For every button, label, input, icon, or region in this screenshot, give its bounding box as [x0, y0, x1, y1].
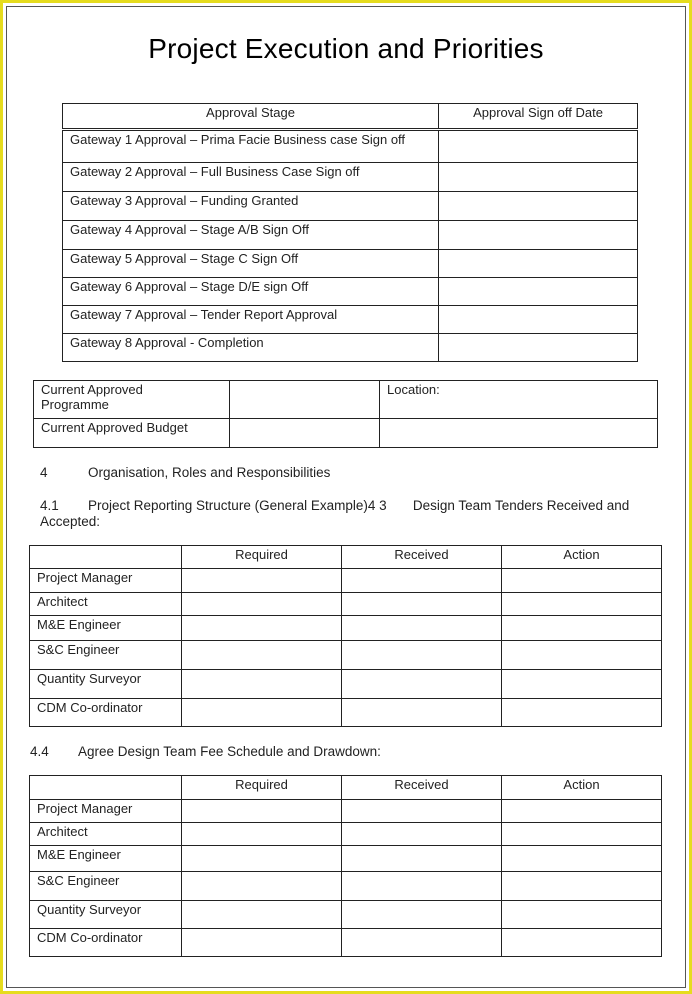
- tenders-action-cell[interactable]: [502, 616, 662, 641]
- fee-action-cell[interactable]: [502, 929, 662, 957]
- tenders-blank-header: [30, 546, 182, 569]
- tenders-required-cell[interactable]: [182, 670, 342, 699]
- tenders-received-table: [29, 545, 662, 727]
- approval-stage-table: [62, 103, 638, 362]
- fee-required-header: Required: [182, 776, 342, 800]
- gateway-7-date-cell[interactable]: [439, 306, 638, 334]
- section-4-4-heading: Agree Design Team Fee Schedule and Drawdown:: [78, 744, 381, 759]
- fee-role-label: Project Manager: [30, 800, 182, 823]
- tenders-action-header: Action: [502, 546, 662, 569]
- tenders-received-cell[interactable]: [342, 593, 502, 616]
- fee-schedule-table: [29, 775, 662, 957]
- gateway-2-label: Gateway 2 Approval – Full Business Case Sign off: [63, 163, 439, 192]
- tenders-action-cell[interactable]: [502, 593, 662, 616]
- tenders-received-cell[interactable]: [342, 670, 502, 699]
- budget-value-cell[interactable]: [230, 419, 380, 448]
- location-label: Location:: [380, 381, 658, 419]
- section-4-1-text-line2: Accepted:: [40, 514, 101, 529]
- tenders-role-label: Quantity Surveyor: [30, 670, 182, 699]
- programme-budget-table: [33, 380, 658, 448]
- section-4-1-text-line1: Project Reporting Structure (General Example)4 3 Design Team Tenders Received and: [88, 498, 630, 513]
- fee-role-label: CDM Co-ordinator: [30, 929, 182, 957]
- tenders-required-cell[interactable]: [182, 616, 342, 641]
- fee-received-cell[interactable]: [342, 823, 502, 846]
- section-4-4-number: 4.4: [30, 744, 49, 759]
- tenders-role-label: S&C Engineer: [30, 641, 182, 670]
- tenders-action-cell[interactable]: [502, 569, 662, 593]
- gateway-2-date-cell[interactable]: [439, 163, 638, 192]
- fee-action-cell[interactable]: [502, 846, 662, 872]
- tenders-role-label: CDM Co-ordinator: [30, 699, 182, 727]
- fee-received-cell[interactable]: [342, 846, 502, 872]
- fee-received-cell[interactable]: [342, 901, 502, 929]
- programme-label: Current Approved Programme: [34, 381, 230, 419]
- fee-action-cell[interactable]: [502, 901, 662, 929]
- tenders-role-label: Project Manager: [30, 569, 182, 593]
- tenders-received-cell[interactable]: [342, 569, 502, 593]
- gateway-5-date-cell[interactable]: [439, 250, 638, 278]
- gateway-8-date-cell[interactable]: [439, 334, 638, 362]
- fee-role-label: M&E Engineer: [30, 846, 182, 872]
- fee-received-cell[interactable]: [342, 872, 502, 901]
- gateway-7-label: Gateway 7 Approval – Tender Report Approval: [63, 306, 439, 334]
- gateway-6-date-cell[interactable]: [439, 278, 638, 306]
- page-title: Project Execution and Priorities: [148, 33, 544, 64]
- tenders-required-cell[interactable]: [182, 641, 342, 670]
- approval-stage-header: Approval Stage: [63, 104, 439, 130]
- tenders-received-header: Received: [342, 546, 502, 569]
- fee-received-header: Received: [342, 776, 502, 800]
- fee-role-label: Architect: [30, 823, 182, 846]
- tenders-required-header: Required: [182, 546, 342, 569]
- fee-required-cell[interactable]: [182, 901, 342, 929]
- fee-required-cell[interactable]: [182, 823, 342, 846]
- section-4-1-number: 4.1: [40, 498, 59, 513]
- tenders-required-cell[interactable]: [182, 569, 342, 593]
- gateway-3-label: Gateway 3 Approval – Funding Granted: [63, 192, 439, 221]
- gateway-1-date-cell[interactable]: [439, 130, 638, 163]
- fee-received-cell[interactable]: [342, 800, 502, 823]
- fee-action-cell[interactable]: [502, 823, 662, 846]
- gateway-6-label: Gateway 6 Approval – Stage D/E sign Off: [63, 278, 439, 306]
- section-4-number: 4: [40, 465, 48, 480]
- fee-action-cell[interactable]: [502, 800, 662, 823]
- gateway-3-date-cell[interactable]: [439, 192, 638, 221]
- gateway-8-label: Gateway 8 Approval - Completion: [63, 334, 439, 362]
- fee-required-cell[interactable]: [182, 800, 342, 823]
- fee-required-cell[interactable]: [182, 846, 342, 872]
- tenders-required-cell[interactable]: [182, 593, 342, 616]
- tenders-action-cell[interactable]: [502, 641, 662, 670]
- tenders-action-cell[interactable]: [502, 699, 662, 727]
- sign-off-date-header: Approval Sign off Date: [439, 104, 638, 130]
- fee-required-cell[interactable]: [182, 872, 342, 901]
- section-4-heading: Organisation, Roles and Responsibilities: [88, 465, 331, 480]
- gateway-4-label: Gateway 4 Approval – Stage A/B Sign Off: [63, 221, 439, 250]
- fee-required-cell[interactable]: [182, 929, 342, 957]
- tenders-action-cell[interactable]: [502, 670, 662, 699]
- fee-role-label: S&C Engineer: [30, 872, 182, 901]
- fee-action-cell[interactable]: [502, 872, 662, 901]
- gateway-1-label: Gateway 1 Approval – Prima Facie Business case Sign off: [63, 130, 439, 163]
- fee-role-label: Quantity Surveyor: [30, 901, 182, 929]
- fee-blank-header: [30, 776, 182, 800]
- gateway-4-date-cell[interactable]: [439, 221, 638, 250]
- tenders-role-label: M&E Engineer: [30, 616, 182, 641]
- budget-label: Current Approved Budget: [34, 419, 230, 448]
- tenders-role-label: Architect: [30, 593, 182, 616]
- tenders-received-cell[interactable]: [342, 699, 502, 727]
- fee-action-header: Action: [502, 776, 662, 800]
- fee-received-cell[interactable]: [342, 929, 502, 957]
- tenders-required-cell[interactable]: [182, 699, 342, 727]
- tenders-received-cell[interactable]: [342, 641, 502, 670]
- tenders-received-cell[interactable]: [342, 616, 502, 641]
- budget-location-cell[interactable]: [380, 419, 658, 448]
- programme-value-cell[interactable]: [230, 381, 380, 419]
- gateway-5-label: Gateway 5 Approval – Stage C Sign Off: [63, 250, 439, 278]
